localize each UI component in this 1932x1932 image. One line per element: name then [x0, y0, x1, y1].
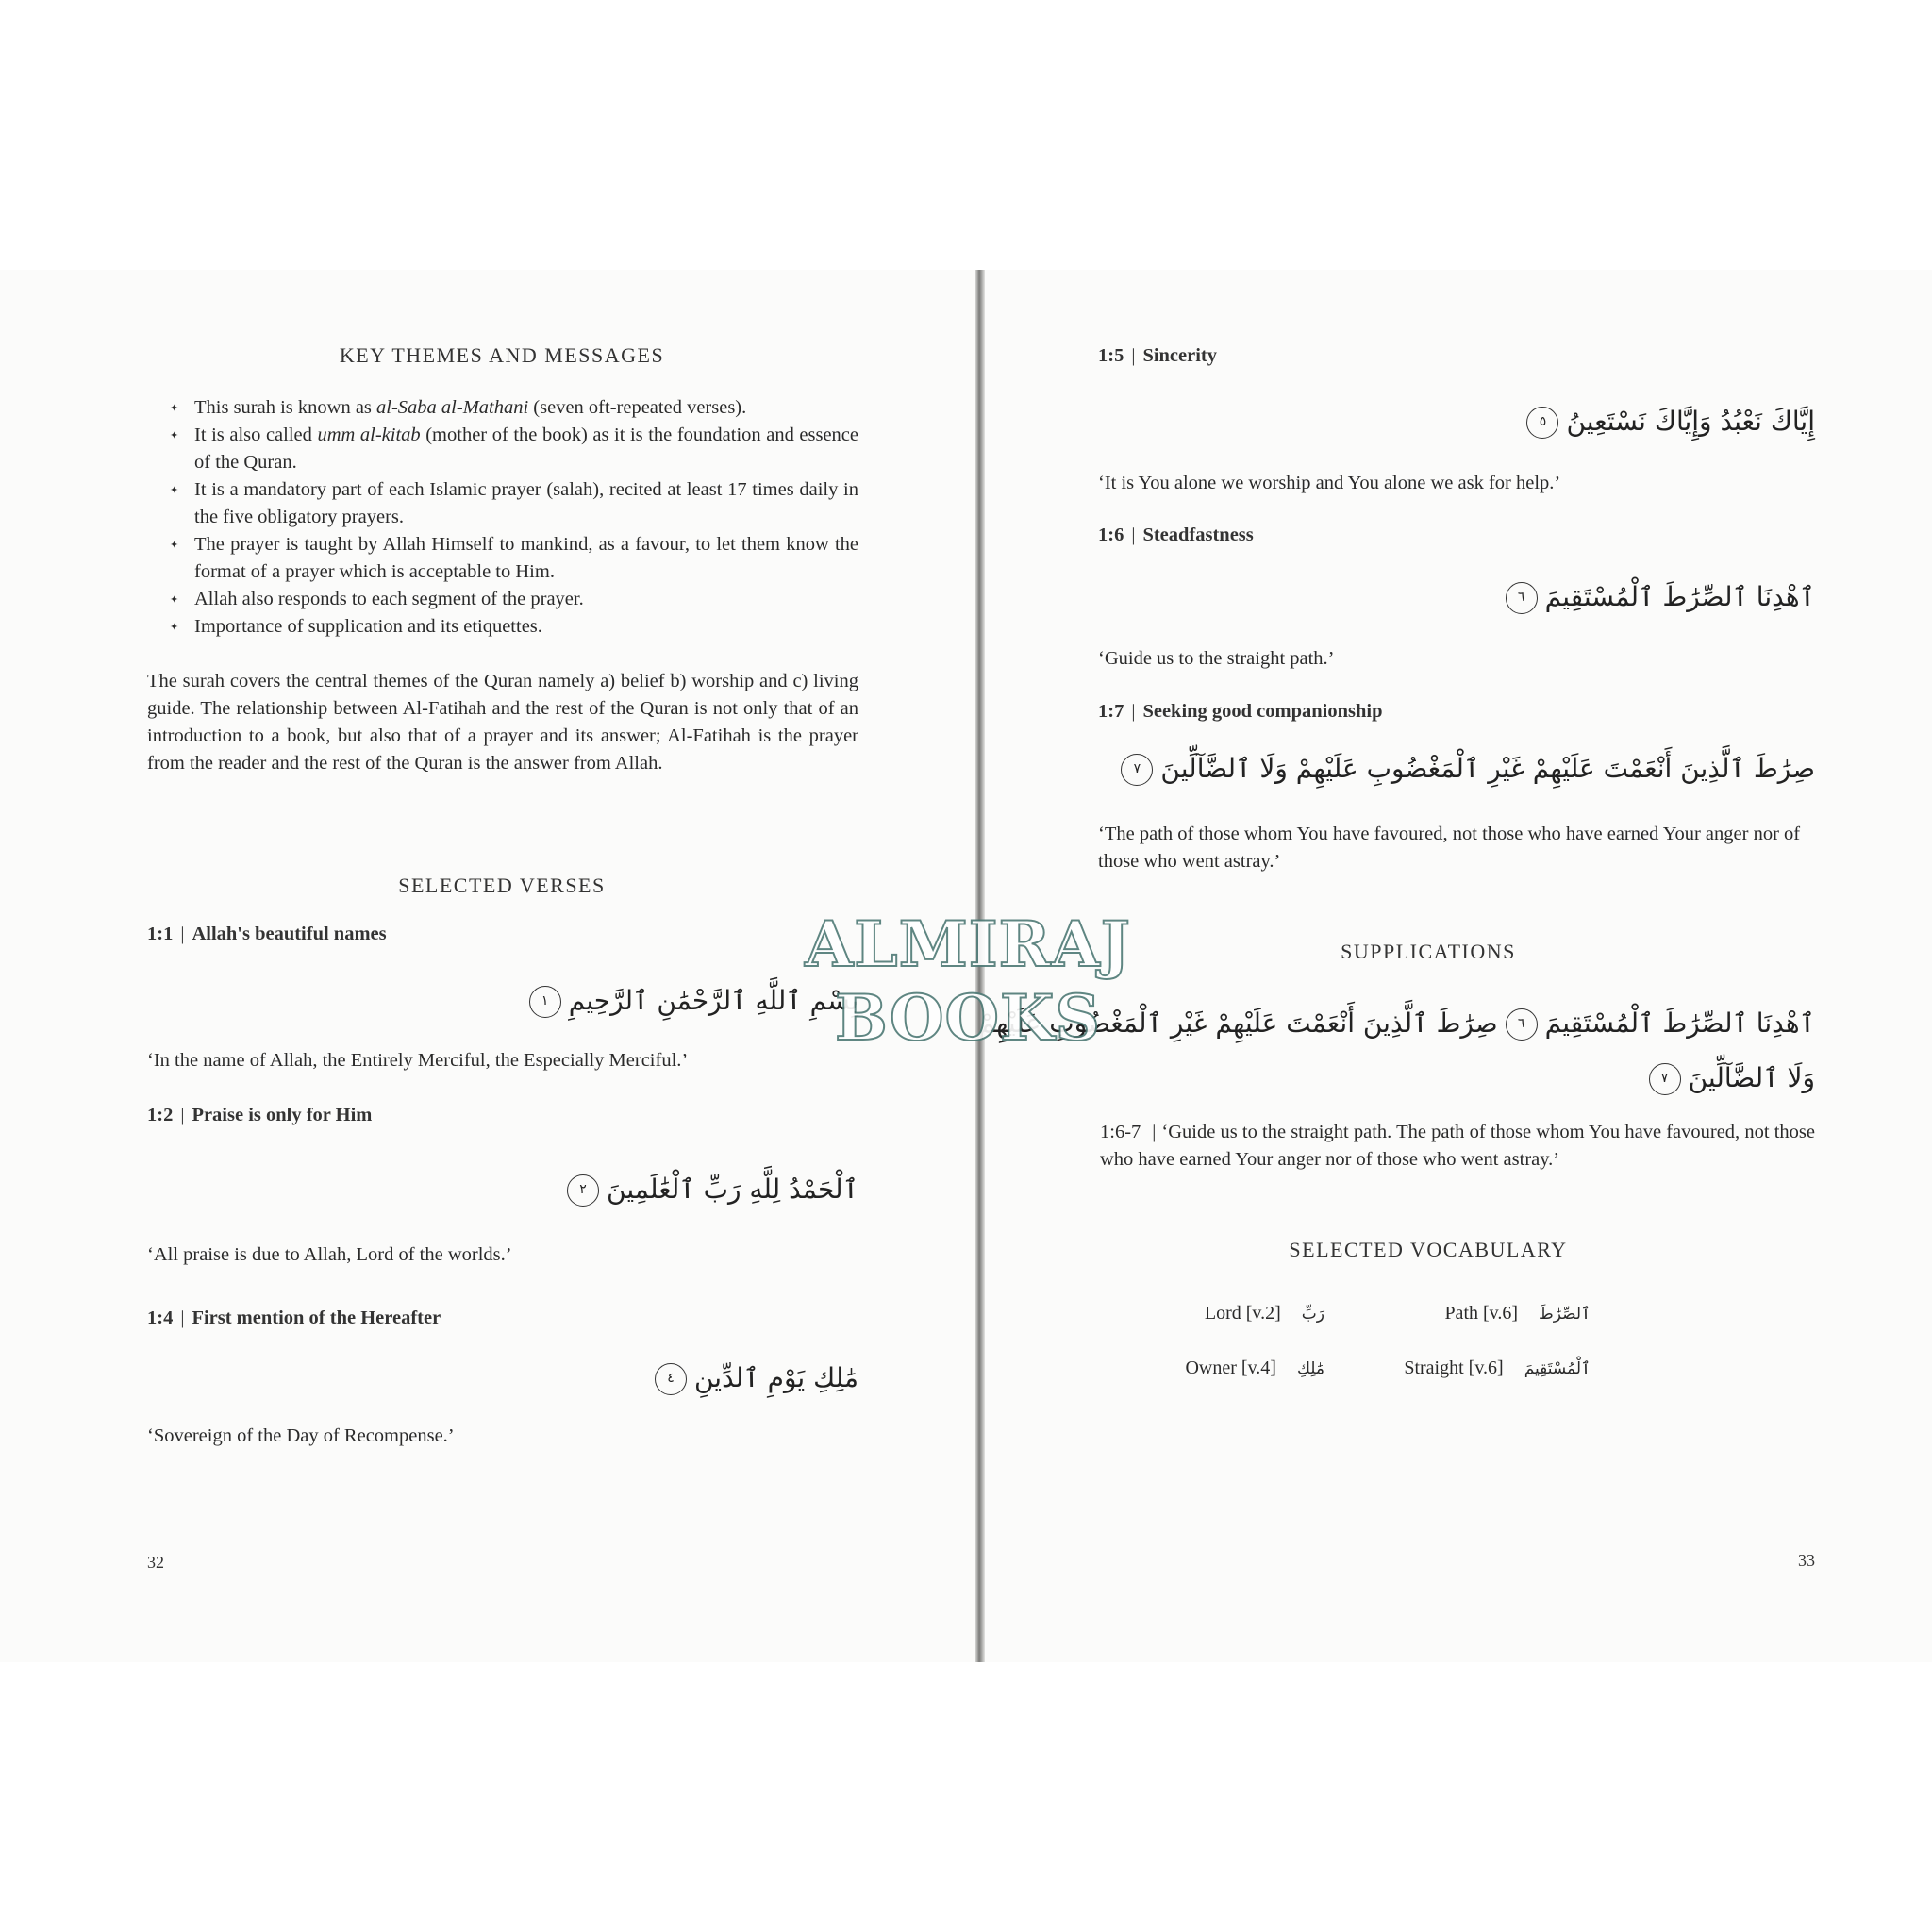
- verse-reference: 1:4 | First mention of the Hereafter: [147, 1307, 441, 1328]
- ayah-number-marker: ١: [529, 986, 561, 1018]
- watermark: ALMIRAJ BOOKS: [805, 908, 1131, 1055]
- ayah-number-marker: ٧: [1121, 754, 1153, 786]
- arabic-verse: صِرَٰطَ ٱلَّذِينَ أَنْعَمْتَ عَلَيْهِمْ غَيْرِ ٱلْمَغْضُوبِ عَلَيْهِمْ وَلَا ٱلضَّآلِّينَ٧: [1113, 753, 1815, 786]
- arabic-verse: بِسْمِ ٱللَّهِ ٱلرَّحْمَٰنِ ٱلرَّحِيمِ١: [522, 985, 858, 1018]
- verse-reference: 1:6 | Steadfastness: [1098, 525, 1254, 545]
- ayah-number-marker: ٥: [1526, 407, 1558, 439]
- ayah-number-marker: ٦: [1506, 1008, 1538, 1041]
- selected-vocabulary-heading: SELECTED VOCABULARY: [1289, 1238, 1568, 1261]
- verse-translation: ‘In the name of Allah, the Entirely Merciful, the Especially Merciful.’: [147, 1050, 689, 1071]
- page-number: 32: [147, 1553, 164, 1572]
- vocabulary-item: Lord [v.2] رَبِّ: [1204, 1303, 1324, 1324]
- page-number: 33: [1798, 1551, 1815, 1570]
- ayah-number-marker: ٧: [1649, 1063, 1681, 1095]
- list-item: ✦ Allah also responds to each segment of the prayer.: [147, 586, 858, 613]
- list-item: ✦ The prayer is taught by Allah Himself to mankind, as a favour, to let them know the format of a prayer which is acceptable to Him.: [147, 531, 858, 586]
- verse-reference: 1:1 | Allah's beautiful names: [147, 924, 387, 944]
- supplication-arabic-line-1: ٱهْدِنَا ٱلصِّرَٰطَ ٱلْمُسْتَقِيمَ٦صِرَٰطَ ٱلَّذِينَ أَنْعَمْتَ عَلَيْهِمْ غَيْرِ ٱلْمَغْضُوبِ عَلَيْهِمْ: [978, 1008, 1815, 1039]
- key-themes-heading: KEY THEMES AND MESSAGES: [339, 343, 665, 367]
- arabic-verse: ٱهْدِنَا ٱلصِّرَٰطَ ٱلْمُسْتَقِيمَ٦: [1498, 581, 1815, 614]
- supplications-heading: SUPPLICATIONS: [1341, 940, 1516, 963]
- arabic-verse: مَٰلِكِ يَوْمِ ٱلدِّينِ٤: [647, 1362, 858, 1395]
- supplication-translation: 1:6-7 | ‘Guide us to the straight path. The path of those whom You have favoured, not those who have earned Your anger nor of those who went astray.’: [1100, 1122, 1815, 1170]
- supplication-arabic-line-2: وَلَا ٱلضَّآلِّينَ٧: [1641, 1062, 1815, 1095]
- list-item: ✦ It is a mandatory part of each Islamic prayer (salah), recited at least 17 times daily in the five obligatory prayers.: [147, 476, 858, 531]
- list-item: ✦ It is also called umm al-kitab (mother of the book) as it is the foundation and essence of the Quran.: [147, 422, 858, 476]
- verse-translation: ‘The path of those whom You have favoured, not those who have earned Your anger nor of those who went astray.’: [1098, 824, 1801, 872]
- arabic-verse: ٱلْحَمْدُ لِلَّهِ رَبِّ ٱلْعَٰلَمِينَ٢: [559, 1174, 858, 1207]
- supplication-reference: 1:6-7: [1100, 1122, 1141, 1142]
- verse-translation: ‘It is You alone we worship and You alone we ask for help.’: [1098, 473, 1561, 493]
- selected-verses-heading: SELECTED VERSES: [398, 874, 606, 897]
- themes-paragraph: The surah covers the central themes of the Quran namely a) belief b) worship and c) living guide. The relationship between Al-Fatihah and the rest of the Quran is not only that of an introduction to a book, but also that of a prayer and its answer; Al-Fatihah is the prayer from the reader and the rest of the Quran is the answer from Allah.: [147, 671, 858, 774]
- key-themes-list: [147, 394, 858, 641]
- vocabulary-item: Owner [v.4] مَٰلِكِ: [1185, 1357, 1324, 1378]
- arabic-verse: إِيَّاكَ نَعْبُدُ وَإِيَّاكَ نَسْتَعِينُ٥: [1519, 406, 1815, 439]
- verse-reference: 1:5 | Sincerity: [1098, 345, 1218, 366]
- verse-translation: ‘Sovereign of the Day of Recompense.’: [147, 1425, 455, 1446]
- ayah-number-marker: ٤: [655, 1363, 687, 1395]
- verse-translation: ‘Guide us to the straight path.’: [1098, 648, 1335, 669]
- list-item: ✦ Importance of supplication and its etiquettes.: [147, 613, 858, 641]
- vocabulary-item: Straight [v.6] ٱلْمُسْتَقِيمَ: [1404, 1357, 1591, 1378]
- ayah-number-marker: ٢: [567, 1174, 599, 1207]
- ayah-number-marker: ٦: [1506, 582, 1538, 614]
- list-item: ✦ This surah is known as al-Saba al-Mathani (seven oft-repeated verses).: [147, 394, 858, 422]
- verse-translation: ‘All praise is due to Allah, Lord of the worlds.’: [147, 1244, 512, 1265]
- verse-reference: 1:2 | Praise is only for Him: [147, 1105, 373, 1125]
- vocabulary-item: Path [v.6] ٱلصِّرَٰطَ: [1444, 1303, 1591, 1324]
- verse-reference: 1:7 | Seeking good companionship: [1098, 701, 1383, 722]
